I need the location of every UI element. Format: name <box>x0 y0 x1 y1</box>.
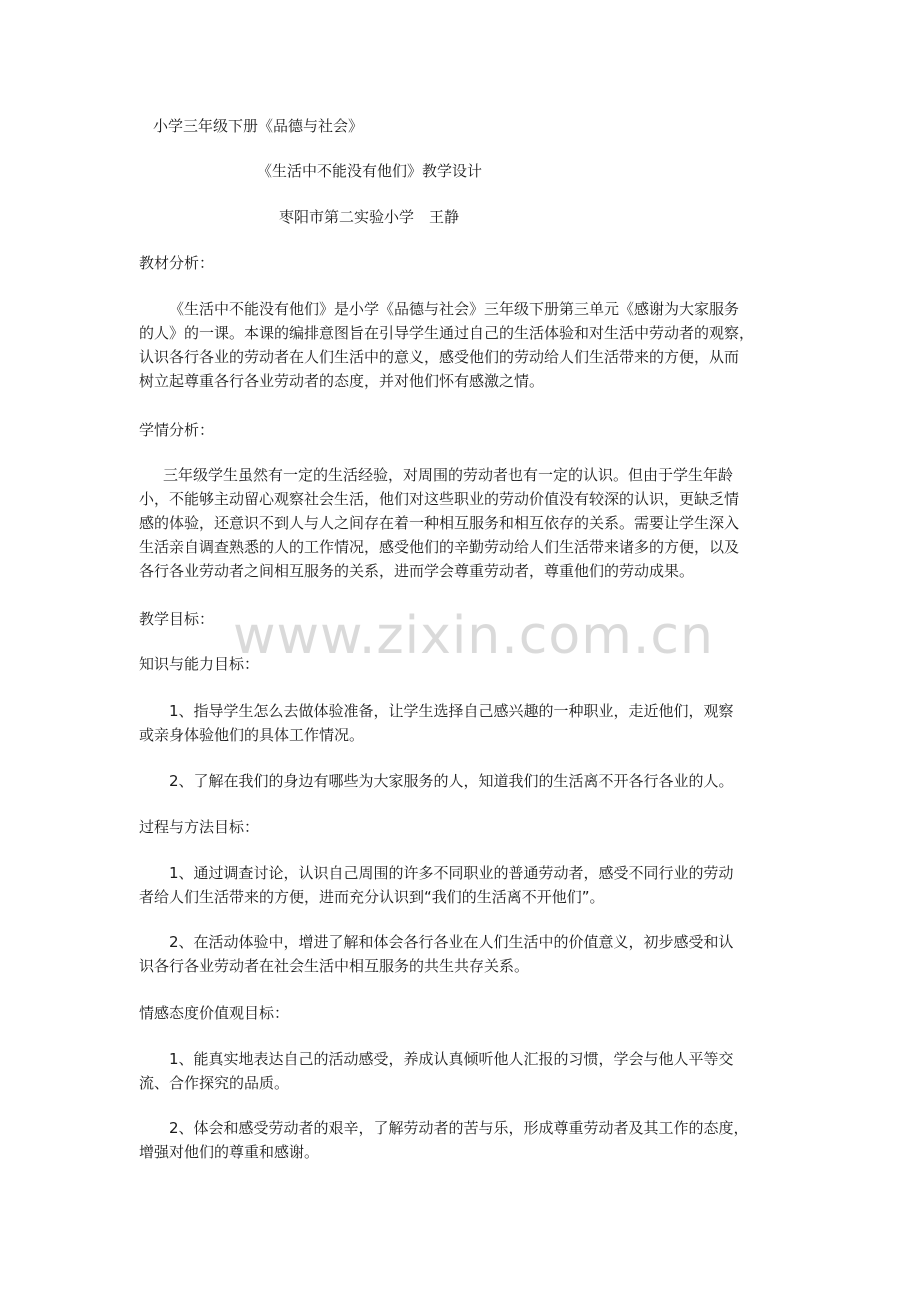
teaching-goals-heading: 教学目标： <box>139 610 215 628</box>
paragraph-line: 识各行各业劳动者在社会生活中相互服务的共生共存关系。 <box>139 957 530 975</box>
material-analysis-heading: 教材分析： <box>139 254 215 272</box>
paragraph-line: 2、体会和感受劳动者的艰辛，了解劳动者的苦与乐，形成尊重劳动者及其工作的态度， <box>169 1119 749 1137</box>
paragraph-line: 流、合作探究的品质。 <box>139 1074 290 1092</box>
emotion-goals-heading: 情感态度价值观目标： <box>139 1004 290 1022</box>
paragraph-line: 1、能真实地表达自己的活动感受，养成认真倾听他人汇报的习惯，学会与他人平等交 <box>169 1050 734 1068</box>
knowledge-goal-2 <box>139 769 781 793</box>
paragraph-line: 的人》的一课。本课的编排意图旨在引导学生通过自己的生活体验和对生活中劳动者的观察， <box>139 324 755 342</box>
process-goals-heading: 过程与方法目标： <box>139 818 260 836</box>
emotion-goal-2 <box>139 1116 781 1164</box>
paragraph-line: 感的体验，还意识不到人与人之间存在着一种相互服务和相互依存的关系。需要让学生深入 <box>139 514 740 532</box>
paragraph-line: 三年级学生虽然有一定的生活经验，对周围的劳动者也有一定的认识。但由于学生年龄 <box>163 466 734 484</box>
material-analysis-paragraph <box>139 297 781 393</box>
knowledge-goal-1 <box>139 699 781 747</box>
knowledge-goals-heading: 知识与能力目标： <box>139 655 260 673</box>
paragraph-line: 增强对他们的尊重和感谢。 <box>139 1143 320 1161</box>
paragraph-line: 树立起尊重各行各业劳动者的态度，并对他们怀有感激之情。 <box>139 372 545 390</box>
paragraph-line: 2、了解在我们的身边有哪些为大家服务的人，知道我们的生活离不开各行各业的人。 <box>169 772 734 790</box>
student-analysis-heading: 学情分析： <box>139 421 215 439</box>
process-goal-1 <box>139 861 781 909</box>
student-analysis-paragraph <box>139 463 781 583</box>
course-line: 小学三年级下册《品德与社会》 <box>153 117 364 135</box>
watermark: www.zixin.com.cn <box>233 606 714 666</box>
paragraph-line: 1、指导学生怎么去做体验准备，让学生选择自己感兴趣的一种职业，走近他们，观察 <box>169 702 734 720</box>
paragraph-line: 或亲身体验他们的具体工作情况。 <box>139 726 365 744</box>
paragraph-line: 认识各行各业的劳动者在人们生活中的意义，感受他们的劳动给人们生活带来的方便，从而 <box>139 348 740 366</box>
paragraph-line: 小，不能够主动留心观察社会生活，他们对这些职业的劳动价值没有较深的认识，更缺乏情 <box>139 490 740 508</box>
document-title: 《生活中不能没有他们》教学设计 <box>257 162 483 180</box>
paragraph-line: 1、通过调查讨论，认识自己周围的许多不同职业的普通劳动者，感受不同行业的劳动 <box>169 864 734 882</box>
paragraph-line: 《生活中不能没有他们》是小学《品德与社会》三年级下册第三单元《感谢为大家服务 <box>169 300 740 318</box>
paragraph-line: 生活亲自调查熟悉的人的工作情况，感受他们的辛勤劳动给人们生活带来诸多的方便，以及 <box>139 538 740 556</box>
paragraph-line: 各行各业劳动者之间相互服务的关系，进而学会尊重劳动者，尊重他们的劳动成果。 <box>139 562 695 580</box>
emotion-goal-1 <box>139 1047 781 1095</box>
paragraph-line: 2、在活动体验中，增进了解和体会各行各业在人们生活中的价值意义，初步感受和认 <box>169 933 734 951</box>
author-line: 枣阳市第二实验小学 王静 <box>279 208 460 226</box>
process-goal-2 <box>139 930 781 978</box>
paragraph-line: 者给人们生活带来的方便，进而充分认识到“我们的生活离不开他们”。 <box>139 888 605 906</box>
